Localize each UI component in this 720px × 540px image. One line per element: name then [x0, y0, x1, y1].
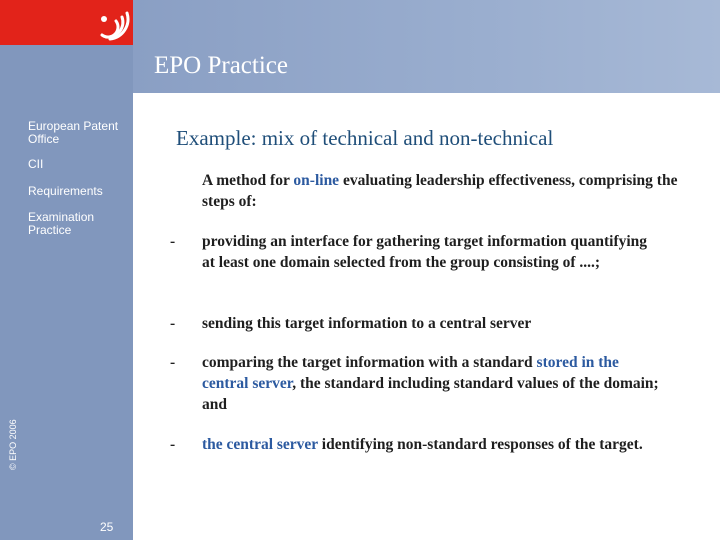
step-text — [202, 434, 662, 455]
step-dash: - — [170, 233, 176, 250]
step-part: gathering target information quantifying at least one domain selected from the group consisting of ....; — [202, 233, 648, 271]
step-text — [202, 352, 662, 415]
step-highlight: the central server — [202, 436, 318, 453]
intro-part: A method for — [202, 172, 294, 189]
step-part: providing an interface for — [202, 233, 373, 250]
page-number: 25 — [100, 520, 114, 534]
step-part: identifying non-standard responses of the target. — [317, 436, 643, 453]
sidebar-item-examination-practice[interactable]: Examination Practice — [28, 210, 95, 237]
step-text — [202, 313, 662, 334]
step-text — [202, 231, 662, 273]
step-part: comparing the target information with a standard — [202, 354, 537, 371]
sidebar-item-epo[interactable]: European Patent Office — [28, 119, 119, 146]
step-dash: - — [170, 436, 176, 453]
step-dash: - — [170, 354, 176, 371]
intro-part: evaluating leadership effectiveness, comprising the steps of: — [202, 172, 678, 210]
step-dash: - — [170, 315, 176, 332]
sidebar — [0, 0, 133, 540]
step-highlight: stored in the central server — [202, 354, 619, 392]
copyright-notice: © EPO 2006 — [8, 419, 18, 470]
intro-highlight: on-line — [293, 172, 340, 189]
sidebar-item-cii[interactable]: CII — [28, 157, 44, 171]
step-part: sending this target information to a central server — [202, 315, 532, 332]
epo-logo — [0, 0, 133, 45]
sidebar-item-requirements[interactable]: Requirements — [28, 184, 103, 198]
content-heading: Example: mix of technical and non-technical — [176, 126, 554, 150]
step-part: , the standard including standard values of the domain; and — [202, 375, 659, 413]
intro-text — [202, 170, 682, 212]
epo-logo-icon — [96, 3, 130, 43]
slide-title: EPO Practice — [154, 52, 288, 79]
